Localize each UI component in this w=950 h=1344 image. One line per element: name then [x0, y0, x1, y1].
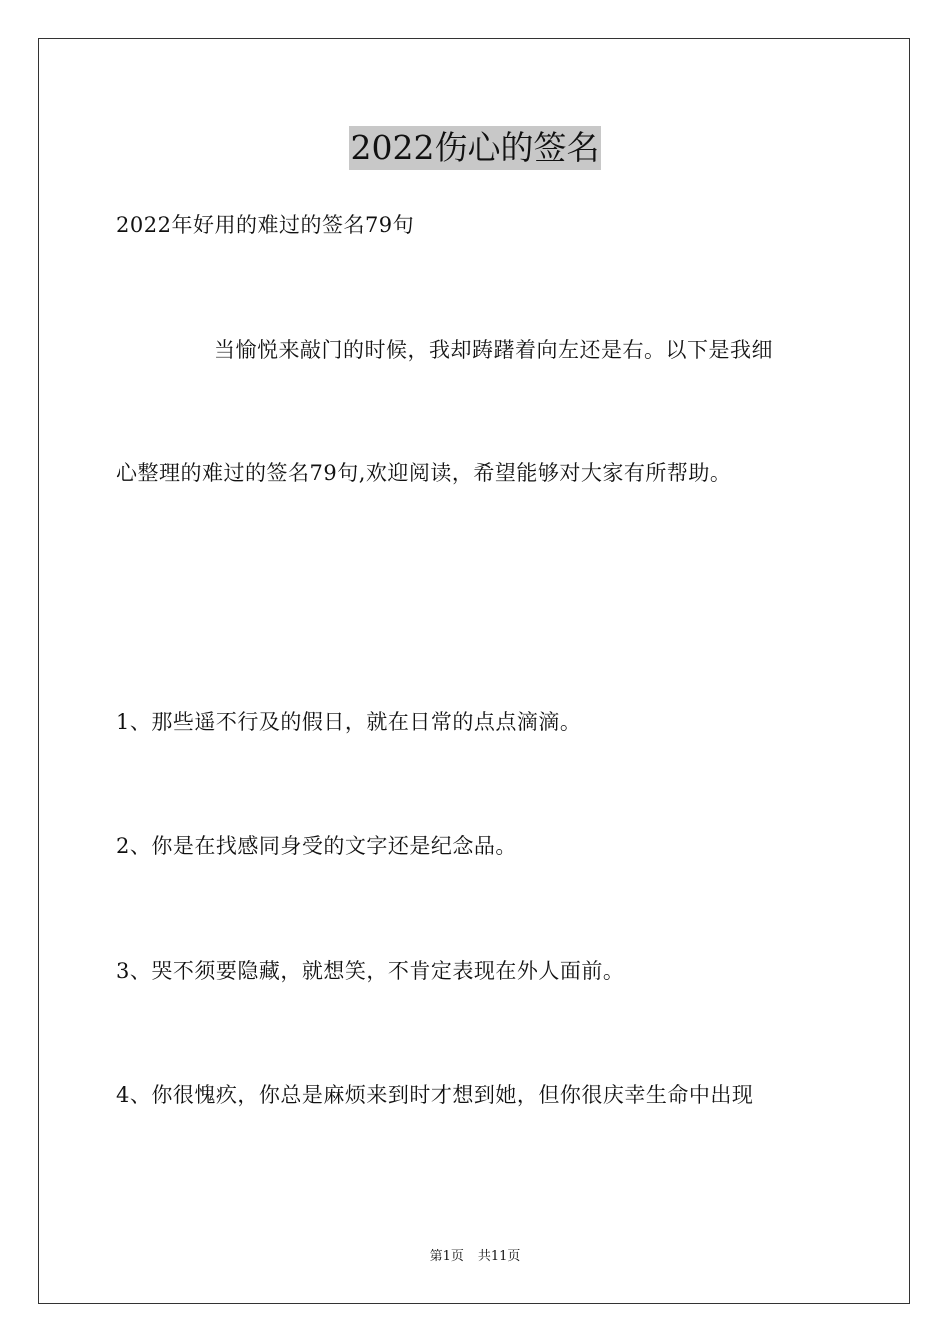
- document-title: 2022伤心的签名: [349, 126, 602, 170]
- list-item: 1、那些遥不行及的假日，就在日常的点点滴滴。: [116, 710, 582, 734]
- list-item: 4、你很愧疚，你总是麻烦来到时才想到她，但你很庆幸生命中出现: [116, 1083, 754, 1107]
- page-number: 第1页: [429, 1249, 464, 1264]
- subtitle: 2022年好用的难过的签名79句: [116, 213, 415, 237]
- page-total: 共11页: [477, 1249, 521, 1264]
- list-item: 3、哭不须要隐藏，就想笑，不肯定表现在外人面前。: [116, 959, 625, 983]
- title-container: [0, 126, 950, 170]
- intro-paragraph-line-1: 当愉悦来敲门的时候，我却踌躇着向左还是右。以下是我细: [214, 338, 773, 362]
- intro-paragraph-line-2: 心整理的难过的签名79句,欢迎阅读，希望能够对大家有所帮助。: [116, 461, 732, 485]
- page-footer: [0, 1248, 950, 1266]
- list-item: 2、你是在找感同身受的文字还是纪念品。: [116, 834, 517, 858]
